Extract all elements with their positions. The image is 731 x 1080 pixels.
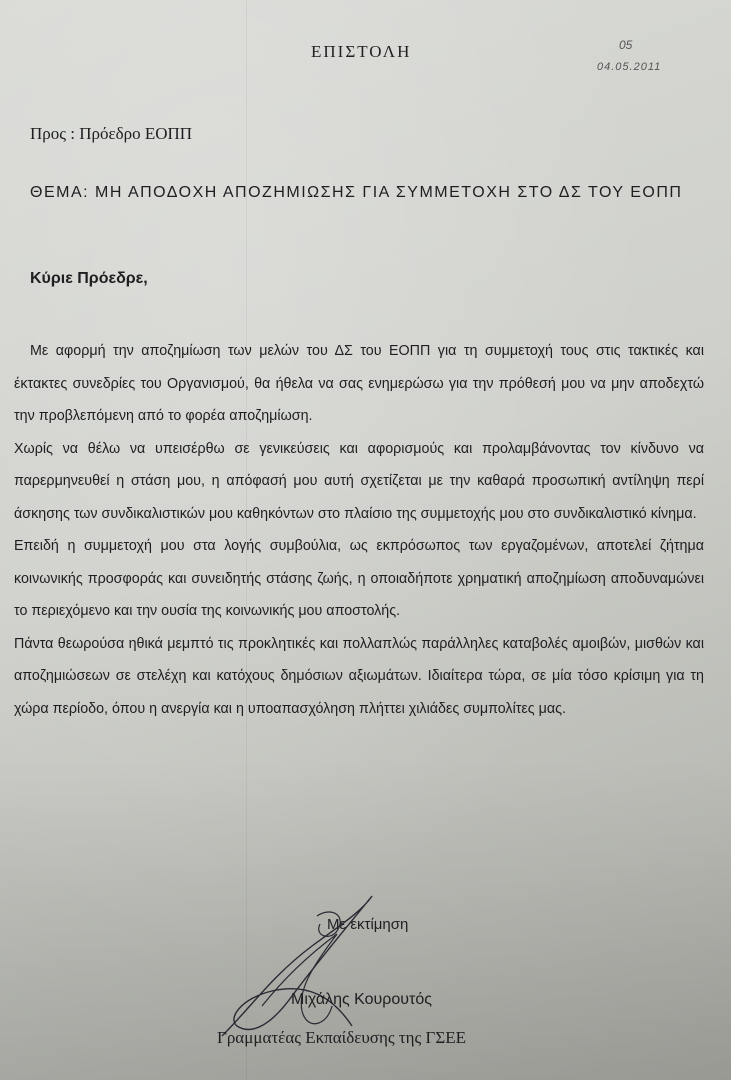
letter-title: ΕΠΙΣΤΟΛΗ bbox=[311, 42, 412, 61]
stamp-date: 04.05.2011 bbox=[597, 61, 662, 73]
paragraph: Με αφορμή την αποζημίωση των μελών του ΔΣ του ΕΟΠΠ για τη συμμετοχή τους στις τακτικές και έκτακτες συνεδρίες του Οργανισμού, θα ήθελα να σας ενημερώσω για την πρόθεσή μου να μην αποδεχτώ την προβλεπόμενη από το φορέα αποζημίωση. bbox=[14, 343, 704, 424]
handwritten-signature bbox=[212, 886, 402, 1046]
signer-name: Μιχάλης Κουρουτός bbox=[291, 991, 432, 1008]
letter-body bbox=[14, 335, 704, 725]
paragraph: Πάντα θεωρούσα ηθικά μεμπτό τις προκλητικές και πολλαπλώς παράλληλες καταβολές αμοιβών, μισθών και αποζημιώσεων σε στελέχη και κατόχους δημόσιων αξιωμάτων. Ιδιαίτερα τώρα, σε μία τόσο κρίσιμη για τη χώρα περίοδο, όπου η ανεργία και η υποαπασχόληση πλήττει χιλιάδες συμπολίτες μας. bbox=[14, 635, 704, 717]
stamp-number: 05 bbox=[619, 38, 633, 52]
paragraph: Χωρίς να θέλω να υπεισέρθω σε γενικεύσεις και αφορισμούς και προλαμβάνοντας τον κίνδυνο να παρερμηνευθεί η στάση μου, η απόφασή μου αυτή σχετίζεται με την καθαρά προσωπική αντίληψη περί άσκησης των συνδικαλιστικών μου καθηκόντων στο πλαίσιο της συμμετοχής μου στο συνδικαλιστικό κίνημα. bbox=[14, 440, 704, 522]
recipient-line: Προς : Πρόεδρο ΕΟΠΠ bbox=[30, 124, 193, 143]
paragraph: Επειδή η συμμετοχή μου στα λογής συμβούλια, ως εκπρόσωπος των εργαζομένων, αποτελεί ζήτημα κοινωνικής προσφοράς και συνειδητής στάσης ζωής, η οποιαδήποτε χρηματική αποζημίωση αποδυναμώνει το περιεχόμενο και την ουσία της κοινωνικής μου αποστολής. bbox=[14, 538, 704, 619]
greeting: Κύριε Πρόεδρε, bbox=[30, 270, 148, 287]
closing: Με εκτίμηση bbox=[327, 916, 409, 933]
subject-line: ΘΕΜΑ: ΜΗ ΑΠΟΔΟΧΗ ΑΠΟΖΗΜΙΩΣΗΣ ΓΙΑ ΣΥΜΜΕΤΟΧΗ ΣΤΟ ΔΣ ΤΟΥ ΕΟΠΠ bbox=[30, 184, 683, 201]
signer-position: Γραμματέας Εκπαίδευσης της ΓΣΕΕ bbox=[217, 1028, 467, 1047]
